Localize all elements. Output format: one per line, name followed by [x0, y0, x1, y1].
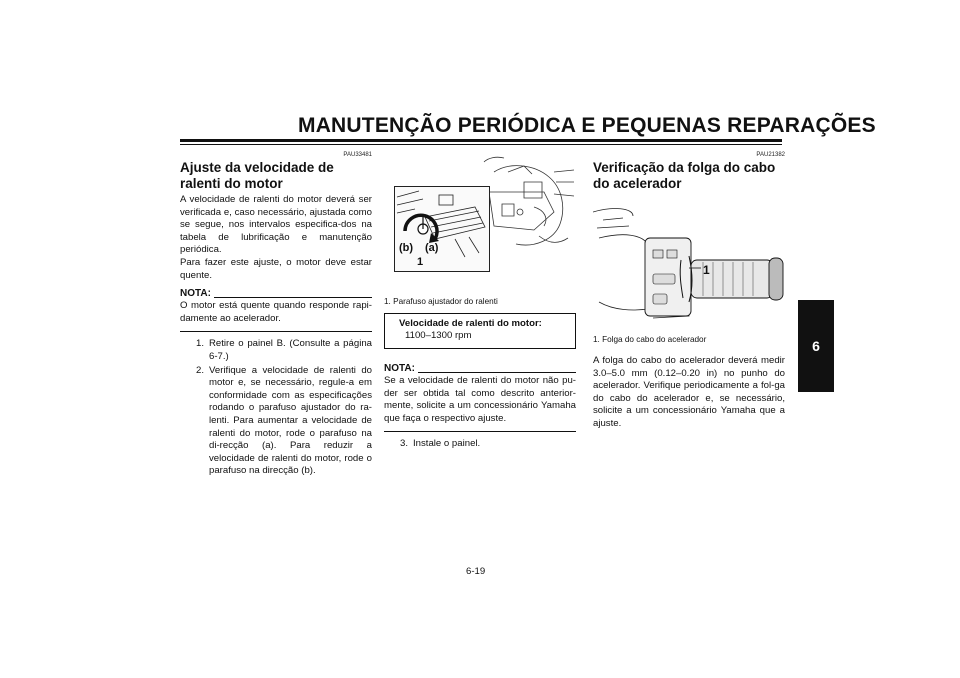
chapter-tab [798, 300, 834, 392]
step-number: 1. [195, 338, 204, 350]
right-column [593, 152, 785, 431]
idle-screw-detail [395, 187, 489, 271]
note-text: O motor está quente quando responde rapi-damente ao acelerador. [180, 300, 372, 324]
step-number: 3. [399, 438, 408, 450]
spec-title: Velocidade de ralenti do motor: [399, 318, 542, 329]
section-code: PAU33481 [343, 152, 372, 158]
spec-value: 1100–1300 rpm [405, 330, 472, 341]
note-header [180, 288, 372, 300]
figure-caption: 1. Folga do cabo do acelerador [593, 335, 707, 344]
step-text: Retire o painel B. (Consulte a página 6-7.) [209, 338, 372, 362]
figure-caption: 1. Parafuso ajustador do ralenti [384, 297, 498, 306]
step-number: 2. [195, 364, 204, 376]
throttle-grip-illustration [593, 198, 785, 328]
intro-paragraph: A velocidade de ralenti do motor deverá ser verificada e, caso necessário, ajustada como se segue, nos intervalos especifica-dos na tabela de lubrificação e manutenção periódica. [180, 194, 372, 256]
step-item [180, 338, 372, 363]
left-column [180, 152, 372, 479]
note-text: Se a velocidade de ralenti do motor não pu-der ser obtida tal como descrito anterior-mente, solicite a um concessionário Yamaha que faça o respectivo ajuste. [384, 375, 576, 424]
label-b: (b) [399, 242, 414, 254]
note-rule [214, 297, 372, 298]
note-header [384, 363, 576, 375]
throttle-figure [593, 198, 785, 328]
spec-box [384, 313, 576, 349]
note-label: NOTA: [384, 363, 415, 374]
step-text: Instale o painel. [413, 438, 481, 450]
cable-slack-paragraph: A folga do cabo do acelerador deverá medir 3.0–5.0 mm (0.12–0.20 in) no punho do acelerador. Verifique periodicamente a fol-ga do cabo do acelerador e, se necessário, solicite a um concessionário Yamaha que a ajuste. [593, 355, 785, 429]
idle-screw-figure [394, 186, 490, 272]
section-heading: Verificação da folga do cabo do acelerador [593, 160, 776, 191]
header-rule [180, 139, 782, 142]
step-item [384, 438, 576, 451]
idle-screw-illustration-area [384, 152, 576, 282]
steps-list [180, 338, 372, 478]
middle-column [384, 152, 576, 452]
steps-list [384, 438, 576, 451]
chapter-tab-label: 6 [812, 338, 820, 354]
label-a: (a) [425, 242, 439, 254]
page-header-title: MANUTENÇÃO PERIÓDICA E PEQUENAS REPARAÇÕES [298, 114, 876, 137]
section-code: PAU21382 [756, 152, 785, 158]
warm-engine-paragraph: Para fazer este ajuste, o motor deve estar quente. [180, 256, 372, 281]
step-item [180, 365, 372, 478]
note-label: NOTA: [180, 288, 211, 300]
note-rule [418, 372, 576, 373]
note-end-rule [180, 331, 372, 332]
label-1: 1 [417, 256, 424, 268]
note-end-rule [384, 431, 576, 432]
header-rule-thin [180, 144, 782, 145]
section-heading: Ajuste da velocidade de ralenti do motor [180, 160, 334, 191]
step-text: Verifique a velocidade de ralenti do motor e, se necessário, regule-a em conformidade com as especificações rodando o parafuso ajustador do ra-lenti. Para aumentar a velocidade de ralenti do motor, rode o parafuso na di-recção (a). Para reduzir a velocidade de ralenti do motor, rode o parafuso na direcção (b). [209, 364, 372, 477]
label-1: 1 [703, 263, 710, 277]
page-number: 6-19 [466, 566, 486, 577]
